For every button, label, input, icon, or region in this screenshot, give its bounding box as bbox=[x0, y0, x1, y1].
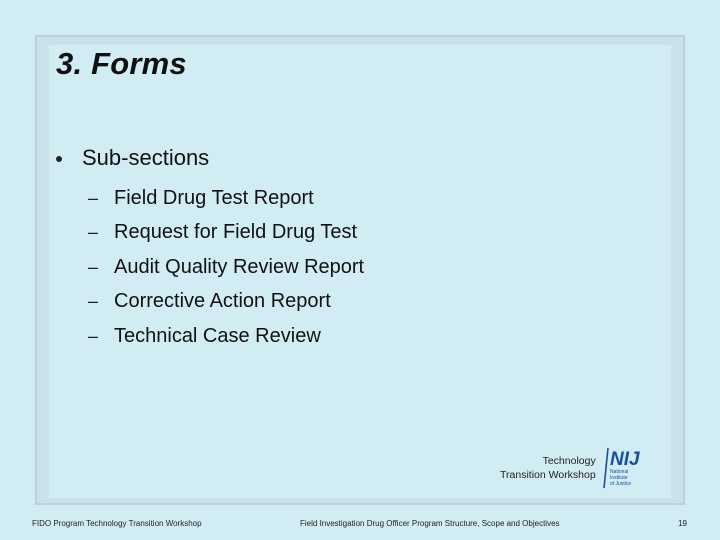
workshop-label-line1: Technology bbox=[542, 455, 596, 467]
dash-icon: – bbox=[88, 291, 99, 312]
list-item-label: Field Drug Test Report bbox=[114, 186, 314, 209]
dash-icon: – bbox=[88, 325, 99, 346]
nij-logo-text: NIJ bbox=[609, 449, 640, 470]
bullet-text: Sub-sections bbox=[82, 145, 210, 170]
workshop-label-line2: Transition Workshop bbox=[500, 469, 596, 481]
list-item-label: Audit Quality Review Report bbox=[114, 255, 365, 278]
page-number: 19 bbox=[678, 519, 687, 528]
dash-icon: – bbox=[88, 222, 99, 243]
list-item-label: Request for Field Drug Test bbox=[114, 221, 358, 244]
list-item bbox=[88, 285, 364, 320]
list-item bbox=[88, 181, 364, 216]
workshop-label bbox=[500, 454, 596, 482]
nij-logo-icon bbox=[602, 446, 646, 490]
slide-title: 3. Forms bbox=[56, 46, 187, 81]
sub-sections-list bbox=[88, 181, 364, 354]
svg-text:of Justice: of Justice bbox=[609, 481, 631, 487]
list-item bbox=[88, 216, 364, 251]
dash-icon: – bbox=[88, 187, 99, 208]
svg-text:National: National bbox=[609, 469, 629, 475]
svg-text:Institute: Institute bbox=[609, 475, 628, 481]
dash-icon: – bbox=[88, 256, 99, 277]
footer-left-text: FIDO Program Technology Transition Workshop bbox=[32, 519, 202, 528]
bullet-dot-icon bbox=[56, 156, 62, 162]
footer-center-text: Field Investigation Drug Officer Program Structure, Scope and Objectives bbox=[300, 519, 560, 528]
bullet-item bbox=[56, 145, 209, 171]
list-item bbox=[88, 250, 364, 285]
workshop-branding bbox=[500, 446, 646, 490]
list-item-label: Corrective Action Report bbox=[114, 290, 331, 313]
list-item bbox=[88, 319, 364, 354]
list-item-label: Technical Case Review bbox=[114, 324, 321, 347]
